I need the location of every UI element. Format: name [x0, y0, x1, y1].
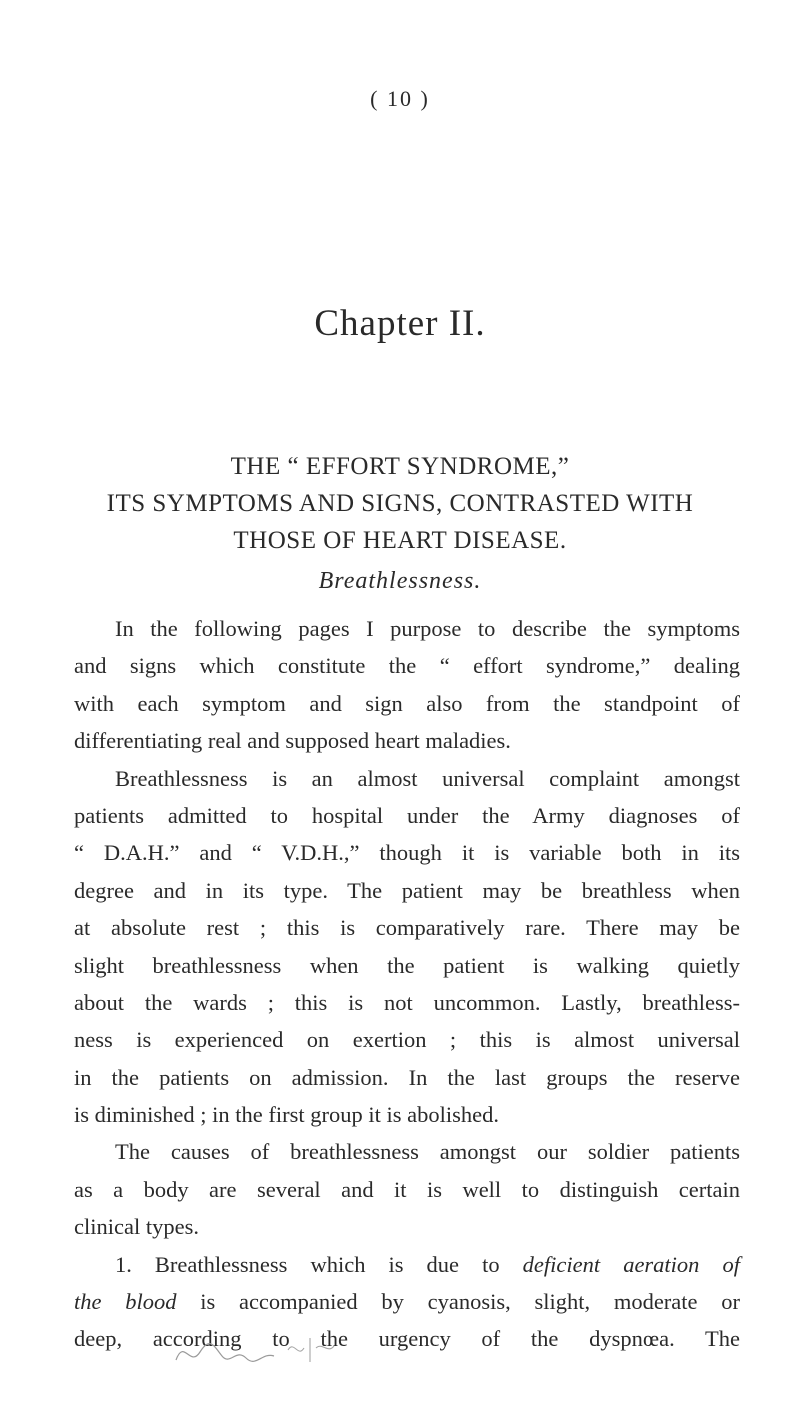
body-line-mixed	[74, 1283, 740, 1320]
body-line: with each symptom and sign also from the standpoint of	[74, 690, 740, 716]
italic-phrase: deficient aeration of	[522, 1251, 740, 1277]
page-number: ( 10 )	[370, 86, 430, 111]
body-line: in the patients on admission. In the last groups the reserve	[74, 1064, 740, 1090]
section-heading: Breathlessness.	[318, 568, 482, 594]
body-line-mixed	[74, 1246, 740, 1283]
body-line: Breathlessness is an almost universal complaint amongst	[115, 765, 740, 791]
body-line: at absolute rest ; this is comparatively rare. There may be	[74, 915, 740, 941]
body-line: clinical types.	[74, 1214, 199, 1240]
subtitle-line: THOSE OF HEART DISEASE.	[233, 527, 567, 554]
subtitle-line: THE “ EFFORT SYNDROME,”	[230, 453, 570, 480]
body-line: about the wards ; this is not uncommon. Lastly, breathless-	[74, 989, 740, 1015]
body-line: deep, according to the urgency of the dyspnœa. The	[74, 1326, 740, 1352]
body-line: ness is experienced on exertion ; this is almost universal	[74, 1027, 740, 1053]
body-line: patients admitted to hospital under the Army diagnoses of	[74, 802, 740, 828]
body-line: degree and in its type. The patient may be breathless when	[74, 877, 740, 903]
body-line-part: 1. Breathlessness which is due to	[115, 1251, 500, 1277]
body-line: slight breathlessness when the patient is walking quietly	[74, 952, 740, 978]
body-line: The causes of breathlessness amongst our soldier patients	[115, 1139, 740, 1165]
body-line: as a body are several and it is well to distinguish certain	[74, 1176, 740, 1202]
handwritten-signature	[170, 1318, 350, 1378]
body-line: “ D.A.H.” and “ V.D.H.,” though it is variable both in its	[74, 840, 740, 866]
chapter-title: Chapter II.	[314, 303, 486, 344]
body-line-part: is accompanied by cyanosis, slight, moderate or	[200, 1289, 740, 1315]
body-line: differentiating real and supposed heart maladies.	[74, 728, 511, 754]
body-line: is diminished ; in the first group it is abolished.	[74, 1102, 499, 1128]
body-line: In the following pages I purpose to describe the symptoms	[115, 616, 740, 641]
body-line: and signs which constitute the “ effort syndrome,” dealing	[74, 653, 740, 679]
subtitle-line: ITS SYMPTOMS AND SIGNS, CONTRASTED WITH	[106, 490, 694, 517]
chapter-subtitle	[0, 448, 800, 559]
italic-phrase-continued: the blood	[74, 1289, 177, 1315]
body-text	[74, 610, 740, 1358]
